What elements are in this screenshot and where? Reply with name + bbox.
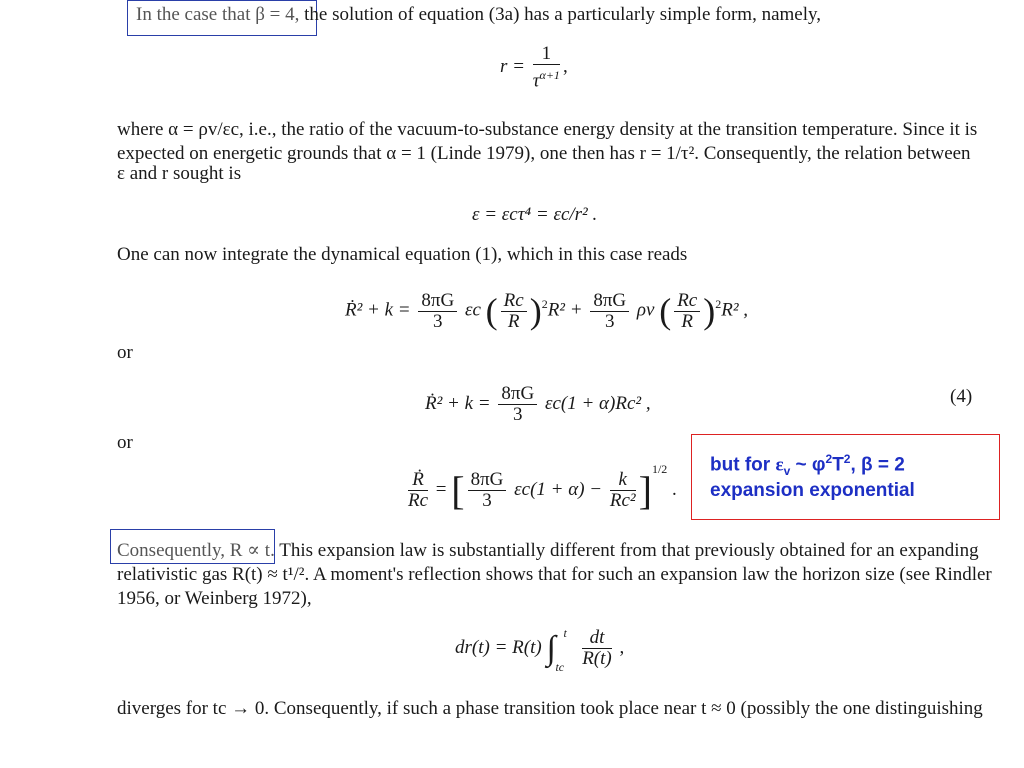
- equation-r: r = $\frac{1}{\tau^{\alpha+1}}$ ,: [500, 43, 568, 92]
- equation-number-4: (4): [950, 386, 973, 407]
- or-label-2: or: [117, 432, 133, 453]
- callout-box: [691, 434, 1000, 520]
- paragraph-1: [136, 3, 821, 26]
- callout-line-2: expansion exponential: [710, 480, 915, 501]
- equation-epsilon: ε = εcτ⁴ = εc/r² .: [472, 204, 598, 225]
- consequently-highlight-text: Consequently, R ∝ t.: [117, 540, 275, 561]
- paragraph-4-line-2: relativistic gas R(t) ≈ t¹/². A moment's reflection shows that for such an expansion law the horizon size (see Rindler: [117, 564, 992, 585]
- paragraph-2-line-2: expected on energetic grounds that α = 1 (Linde 1979), one then has r = 1/τ². Consequently, the relation between: [117, 143, 971, 164]
- equation-dynamical: Ṙ² + k = $\frac{8\pi G}{3}$ εc ( $\frac{Rc}{R}$ )$^2$R² + $\frac{8\pi G}{3}$ ρv ( $\frac{Rc}{R}$ )$^2$R² ,: [345, 289, 749, 332]
- paragraph-2-line-1: where α = ρv/εc, i.e., the ratio of the vacuum-to-substance energy density at the transition temperature. Since it is: [117, 119, 978, 140]
- equation-horizon: dr(t) = R(t) ∫ t tc $\frac{dt}{R(t)}$ ,: [455, 625, 625, 674]
- equation-expansion-rate: $\frac{\text{Ṙ}}{Rc}$ = [ $\frac{8\pi G}{3}$ εc(1 + α) − $\frac{k}{\text{Rc²}}$ ]$^{1/2}$ .: [408, 462, 677, 514]
- paragraph-4-line-1: Consequently, R ∝ t. This expansion law is substantially different from that previously obtained for an expanding: [117, 540, 979, 561]
- paragraph-4-line-3: 1956, or Weinberg 1972),: [117, 588, 312, 609]
- paragraph-5: diverges for tc → 0. Consequently, if such a phase transition took place near t ≈ 0 (possibly the one distinguishing: [117, 698, 983, 719]
- beta-highlight-text: In the case that β = 4,: [136, 4, 300, 25]
- paragraph-1-rest: the solution of equation (3a) has a particularly simple form, namely,: [304, 4, 822, 25]
- equation-4: Ṙ² + k = $\frac{8\pi G}{3}$ εc(1 + α)Rc² ,: [425, 383, 651, 425]
- callout-line-1: but for $\varepsilon_v$ ~ $\varphi^2T^2$, β = 2: [710, 452, 905, 479]
- or-label-1: or: [117, 342, 133, 363]
- page-cutoff: [100, 721, 1024, 768]
- paragraph-2-line-3: ε and r sought is: [117, 163, 242, 184]
- paragraph-3: One can now integrate the dynamical equation (1), which in this case reads: [117, 244, 688, 265]
